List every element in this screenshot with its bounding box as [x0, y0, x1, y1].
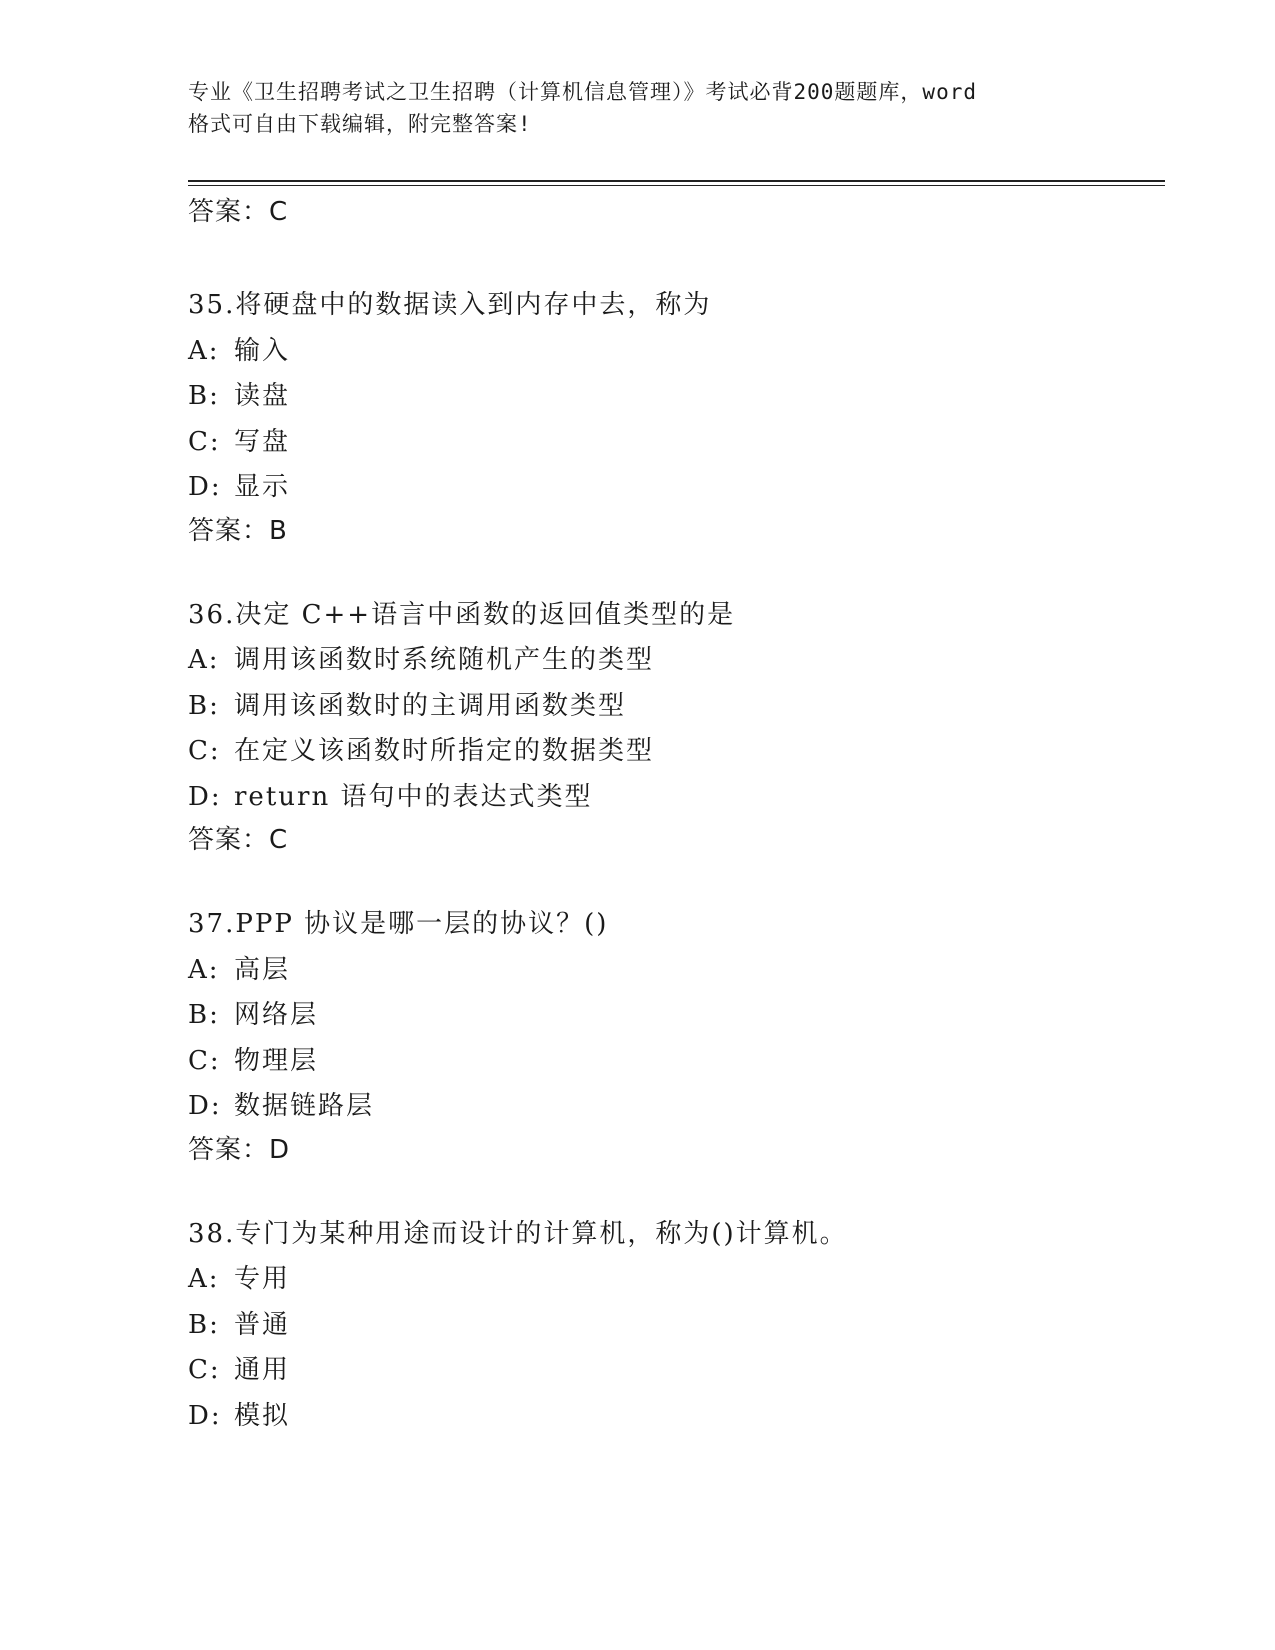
option-a [188, 638, 1148, 684]
option-letter: C: [188, 1045, 221, 1076]
question-37 [188, 902, 1148, 1170]
option-a [188, 329, 1148, 375]
option-text: 模拟 [234, 1400, 291, 1431]
option-letter: A: [188, 645, 220, 675]
option-text: 读盘 [234, 381, 291, 411]
option-letter: D: [188, 1400, 222, 1431]
option-c [188, 420, 1148, 466]
option-text: 物理层 [234, 1045, 319, 1076]
option-text: 普通 [234, 1309, 291, 1340]
option-text: 数据链路层 [234, 1091, 375, 1121]
question-list [188, 283, 1148, 1481]
option-b [188, 993, 1148, 1039]
option-letter: B: [188, 1000, 220, 1030]
option-d [188, 1394, 1148, 1440]
question-title: 36.决定 C++语言中函数的返回值类型的是 [188, 599, 736, 630]
option-d [188, 775, 1148, 821]
option-letter: C: [188, 1355, 221, 1385]
answer-line: 答案：C [188, 197, 289, 227]
option-text: 通用 [234, 1355, 291, 1385]
option-letter: A: [188, 1264, 220, 1294]
option-text: 专用 [234, 1264, 291, 1294]
previous-answer-block [188, 192, 288, 232]
header-line-2: 格式可自由下载编辑，附完整答案! [188, 112, 532, 136]
answer-line: 答案：C [188, 825, 289, 855]
question-38 [188, 1212, 1148, 1440]
header-divider [188, 180, 1165, 186]
option-letter: A: [188, 335, 220, 366]
option-text: 调用该函数时的主调用函数类型 [234, 690, 627, 721]
option-letter: B: [188, 690, 220, 721]
option-b [188, 684, 1148, 730]
option-c [188, 1039, 1148, 1085]
option-d [188, 1084, 1148, 1130]
option-text: 写盘 [234, 426, 291, 457]
option-letter: D: [188, 472, 222, 502]
question-36 [188, 593, 1148, 861]
option-c [188, 729, 1148, 775]
option-text: 网络层 [234, 1000, 319, 1030]
question-title: 37.PPP 协议是哪一层的协议？() [188, 909, 609, 939]
option-a [188, 948, 1148, 994]
header-line-1: 专业《卫生招聘考试之卫生招聘（计算机信息管理）》考试必背200题题库，word [188, 80, 977, 104]
option-text: return 语句中的表达式类型 [234, 781, 593, 812]
option-letter: C: [188, 426, 221, 457]
option-letter: B: [188, 381, 220, 411]
option-d [188, 465, 1148, 511]
option-letter: B: [188, 1309, 220, 1340]
answer-line: 答案：B [188, 515, 288, 546]
option-letter: D: [188, 781, 222, 812]
document-header [188, 76, 1088, 140]
question-title: 38.专门为某种用途而设计的计算机，称为()计算机。 [188, 1218, 848, 1249]
option-b [188, 1303, 1148, 1349]
answer-line: 答案：D [188, 1134, 291, 1165]
question-35 [188, 283, 1148, 551]
option-letter: D: [188, 1091, 222, 1121]
option-c [188, 1348, 1148, 1394]
option-text: 高层 [234, 954, 291, 985]
option-text: 显示 [234, 472, 291, 502]
option-text: 输入 [234, 335, 291, 366]
option-text: 调用该函数时系统随机产生的类型 [234, 645, 655, 675]
option-text: 在定义该函数时所指定的数据类型 [234, 736, 655, 766]
option-letter: C: [188, 736, 221, 766]
option-b [188, 374, 1148, 420]
option-letter: A: [188, 954, 220, 985]
question-title: 35.将硬盘中的数据读入到内存中去，称为 [188, 290, 712, 320]
option-a [188, 1257, 1148, 1303]
